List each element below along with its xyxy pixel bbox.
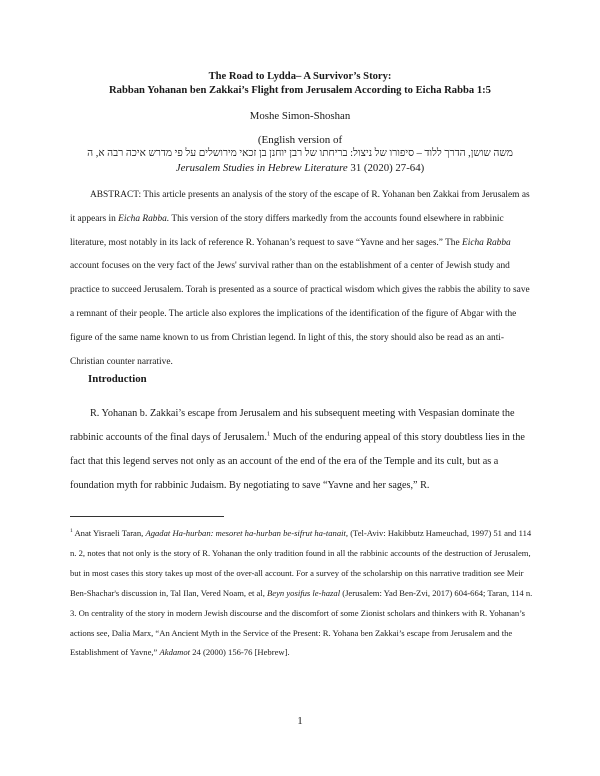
footnote-text-3: (Jerusalem: Yad Ben-Zvi, 2017) 604-664; Taran, 114 n. 3. On centrality of the story in modern Jewish discourse and the discomfort of some Zionist scholars and thinkers with R. Yohanan’s actions see, Dalia Marx, “An Ancient Myth in the Service of the Present: R. Yohana ben Zakkai’s escape from Jerusalem and the Establishment of Yavne,” — [70, 587, 533, 658]
footnote-text-4: 24 (2000) 156-76 [Hebrew]. — [190, 647, 290, 658]
footnote-number: 1 — [70, 528, 73, 535]
english-version-note: (English version of — [257, 134, 343, 146]
section-heading-introduction: Introduction — [88, 373, 147, 385]
journal-citation — [60, 162, 540, 174]
title-line-2: Rabban Yohanan ben Zakkai’s Flight from Jerusalem According to Eicha Rabba 1:5 — [109, 85, 491, 96]
page-number: 1 — [297, 715, 303, 727]
hebrew-citation: משה שושן, הדרך ללוד – סיפורו של ניצול: בריחתו של רבן יוחנן בן זכאי מירושלים על פי מדרש איכה רבה א, ה — [87, 148, 513, 159]
footnote-1 — [70, 524, 536, 663]
footnote-text-1: Anat Yisraeli Taran, — [72, 528, 146, 538]
footnote-italic-1: Agadat Ha-hurban: mesoret ha-hurban be-sifrut ha-tanait, — [145, 528, 349, 538]
abstract-text-3: account focuses on the very fact of the Jews' survival rather than on the establishment of a center of Jewish study and practice to succeed Jerusalem. Torah is presented as a source of practical wisdom which gives the rabbis the ability to save a remnant of their people. The article also explores the implications of the identification of the figure of Abgar with the figure of the same name known to us from Christian legend. In light of this, the story should also be read as an anti-Christian counter narrative. — [70, 261, 530, 367]
footnote-italic-3: Akdamot — [159, 647, 191, 658]
intro-text-1: R. Yohanan b. Zakkai’s escape from Jerusalem and his subsequent meeting with Vespasian dominate the rabbinic accounts of the final days of Jerusalem. — [70, 408, 515, 443]
journal-details: 31 (2020) 27-64) — [347, 162, 425, 174]
abstract-italic-1: Eicha Rabba. — [118, 213, 170, 224]
abstract-text-2: This version of the story differs markedly from the accounts found elsewhere in rabbinic literature, most notably in its lack of reference R. Yohanan’s request to save “Yavne and her sages.” The — [70, 213, 504, 248]
abstract — [70, 184, 536, 374]
paper-title — [60, 70, 540, 98]
intro-text-2: Much of the enduring appeal of this story doubtless lies in the fact that this legend serves not only as an account of the end of the era of the Temple and its cult, but as a foundation myth for rabbinic Judaism. By negotiating to save “Yavne and her sages,” R. — [70, 432, 525, 491]
journal-name: Jerusalem Studies in Hebrew Literature — [175, 162, 348, 174]
author-name: Moshe Simon-Shoshan — [249, 110, 351, 122]
footnote-reference[interactable]: 1 — [266, 430, 271, 438]
abstract-italic-2: Eicha Rabba — [462, 237, 511, 248]
footnote-separator — [70, 516, 224, 517]
title-line-1: The Road to Lydda– A Survivor’s Story: — [208, 71, 392, 82]
footnote-text-2: (Tel-Aviv: Hakibbutz Hameuchad, 1997) 51 and 114 n. 2, notes that not only is the story of R. Yohanan the only tradition found in all the rabbinic accounts of the destruction of Jerusalem, but in most cases this story takes up most of the over-all account. For a survey of the scholarship on this narrative tradition see Meir Ben-Shachar's discussion in, Tal Ilan, Vered Noam, et al, — [70, 528, 532, 598]
intro-paragraph — [70, 402, 536, 498]
abstract-text-1: ABSTRACT: This article presents an analysis of the story of the escape of R. Yohanan ben Zakkai from Jerusalem as it appears in — [70, 190, 530, 224]
footnote-italic-2: Beyn yosifus le-hazal — [267, 587, 341, 598]
